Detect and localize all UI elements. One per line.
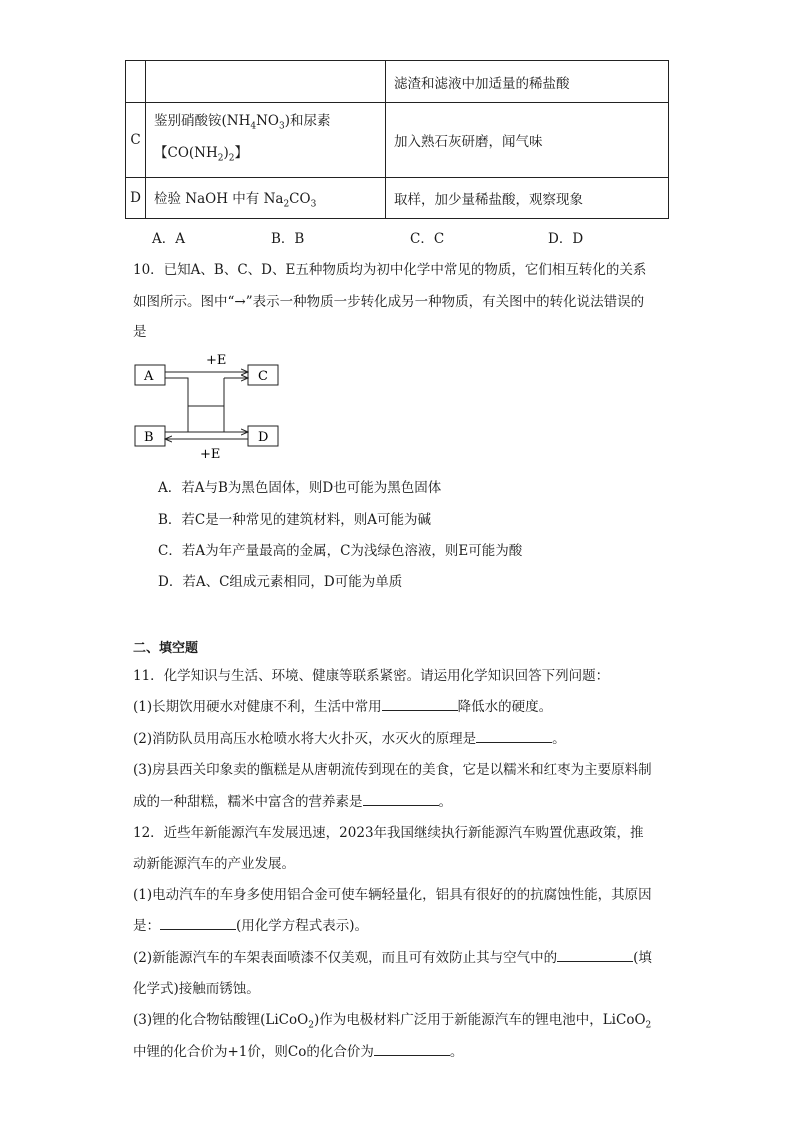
q11-part3-line2: 成的一种甜糕，糯米中富含的营养素是 。 — [133, 794, 452, 810]
node-c: C — [258, 369, 268, 384]
table-row — [126, 178, 669, 219]
q12-part2-line2: 化学式)接触而锈蚀。 — [133, 981, 260, 997]
node-b: B — [144, 430, 154, 445]
conversion-diagram — [130, 348, 290, 463]
row-letter: D — [126, 178, 146, 219]
q12-stem-line2: 动新能源汽车的产业发展。 — [133, 856, 295, 872]
arrow-a-to-d — [165, 378, 248, 432]
row-method: 取样，加少量稀盐酸，观察现象 — [386, 178, 669, 219]
q12-part1-line1: (1)电动汽车的车身多使用铝合金可使车辆轻量化，铝具有很好的的抗腐蚀性能，其原因 — [133, 887, 652, 903]
table-row — [126, 61, 669, 103]
section-heading: 二、填空题 — [133, 641, 199, 656]
q11-part3-line1: (3)房县西关印象卖的甑糕是从唐朝流传到现在的美食，它是以糯米和红枣为主要原料制 — [133, 762, 652, 778]
row-letter: C — [126, 103, 146, 178]
answer-blank[interactable] — [557, 948, 633, 962]
q11-stem: 11．化学知识与生活、环境、健康等联系紧密。请运用化学知识回答下列问题： — [133, 668, 610, 684]
q10-option-a[interactable]: A．若A与B为黑色固体，则D也可能为黑色固体 — [158, 480, 442, 496]
q9-option-a[interactable]: A．A — [152, 231, 185, 247]
q10-option-d[interactable]: D．若A、C组成元素相同，D可能为单质 — [158, 574, 403, 590]
answer-blank[interactable] — [476, 729, 552, 743]
q10-option-b[interactable]: B．若C是一种常见的建筑材料，则A可能为碱 — [158, 512, 431, 528]
q10-option-c[interactable]: C．若A为年产量最高的金属，C为浅绿色溶液，则E可能为酸 — [158, 543, 523, 559]
q12-part3-line2: 中锂的化合价为+1价，则Co的化合价为 。 — [133, 1044, 464, 1060]
answer-blank[interactable] — [160, 916, 236, 930]
node-a: A — [144, 369, 154, 384]
q11-part2: (2)消防队员用高压水枪喷水将大火扑灭，水灭火的原理是 。 — [133, 731, 566, 747]
row-item — [146, 61, 386, 103]
answer-blank[interactable] — [374, 1042, 450, 1056]
q12-part3-line1: (3)锂的化合物钴酸锂(LiCoO$_2$)作为电极材料广泛用于新能源汽车的锂电池中，LiCoO$_2$ — [133, 1012, 652, 1031]
q10-stem-line3: 是 — [133, 324, 147, 340]
q12-part2-line1: (2)新能源汽车的车架表面喷漆不仅美观，而且可有效防止其与空气中的 (填 — [133, 950, 652, 966]
q12-part1-line2: 是： (用化学方程式表示)。 — [133, 918, 369, 934]
row-method: 加入熟石灰研磨，闻气味 — [386, 103, 669, 178]
table-row — [126, 103, 669, 178]
q12-stem-line1: 12．近些年新能源汽车发展迅速，2023年我国继续执行新能源汽车购置优惠政策，推 — [133, 825, 644, 841]
q11-part1: (1)长期饮用硬水对健康不利，生活中常用 降低水的硬度。 — [133, 699, 553, 715]
bottom-label: +E — [200, 447, 221, 462]
answer-blank[interactable] — [382, 697, 458, 711]
q10-stem-line2: 如图所示。图中“→”表示一种物质一步转化成另一种物质，有关图中的转化说法错误的 — [133, 294, 645, 310]
answer-blank[interactable] — [363, 792, 439, 806]
node-d: D — [258, 430, 269, 445]
row-method: 滤渣和滤液中加适量的稀盐酸 — [386, 61, 669, 103]
options-table — [125, 60, 669, 219]
top-label: +E — [206, 353, 227, 368]
q9-option-d[interactable]: D．D — [548, 231, 584, 247]
q9-option-b[interactable]: B．B — [271, 231, 305, 247]
row-letter — [126, 61, 146, 103]
row-item: 鉴别硝酸铵$(NH_4NO_3)$和尿素 【$CO(NH_2)_2$】 — [146, 103, 386, 178]
q10-stem-line1: 10．已知A、B、C、D、E五种物质均为初中化学中常见的物质，它们相互转化的关系 — [133, 262, 647, 278]
row-item: 检验 NaOH 中有 $Na_2CO_3$ — [146, 178, 386, 219]
q9-option-c[interactable]: C．C — [410, 231, 445, 247]
